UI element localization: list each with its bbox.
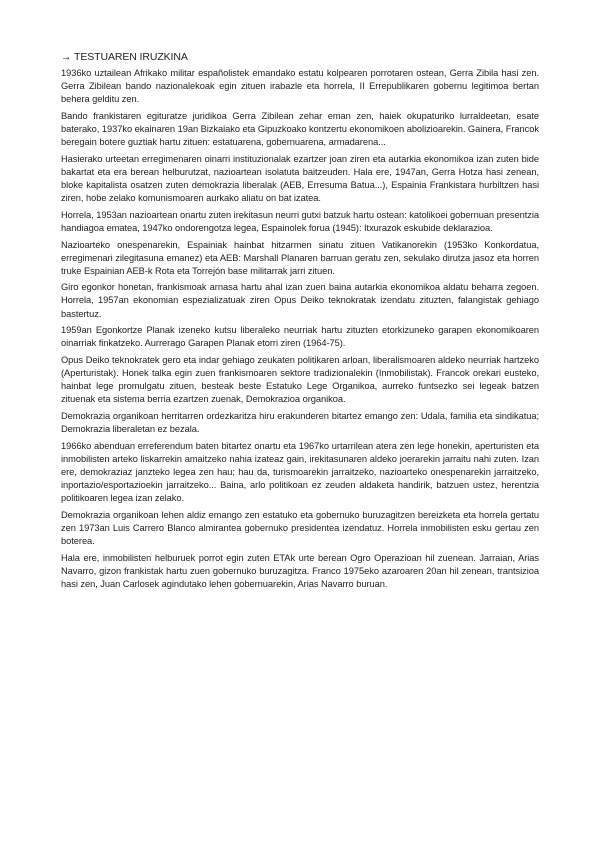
paragraph: 1936ko uztailean Afrikako militar españolistek emandako estatu kolpearen porrotaren ostean, Gerra Zibila hasi zen. Gerra Zibilean bando nazionalekoak egin zituen irabazle eta horrela, II Errepublikaren gobernu legitimoa bertan behera gelditu zen. [61, 68, 539, 105]
paragraph: 1966ko abenduan erreferendum baten bitartez onartu eta 1967ko urtarrilean atera zen lege honekin, aperturisten eta inmobilisten arteko liskarrekin amaitzeko nahia izateaz gain, irekitasunaren aldeko joerarekin jarraitu nahi zuten. Izan ere, demokraziaz janzteko legea zen hau; hau da, turismoarekin jarraitzeko, nazioarteko onespenarekin jarraitzeko, inportazio/esportazioekin jarraitzeko... Baina, arlo politikoan ez zeuden aldaketa handirik, batzuen ustez, herentzia politikoaren legea izan zelako. [61, 440, 539, 504]
paragraph: 1959an Egonkortze Planak izeneko kutsu liberaleko neurriak hartu zituzten etorkizuneko garapen ekonomikoaren oinarriak finkatzeko. Aurrerago Garapen Planak etorri ziren (1964-75). [61, 325, 539, 349]
document-title: → TESTUAREN IRUZKINA [61, 51, 188, 63]
paragraph: Opus Deiko teknokratek gero eta indar gehiago zeukaten politikaren arloan, liberalismoaren aldeko neurriak hartzeko (Aperturistak). Honek talka egin zuen frankismoaren sektore tradizionalekin (Inmobilistak). Francok orekari eusteko, hainbat lege promulgatu zituen, besteak beste Estatuko Lege Organikoa, aurreko funtsezko sei legeak batzen zituenak eta sistema berria ezartzen zuenak, Demokrazioa organikoa. [61, 355, 539, 405]
paragraph: Demokrazia organikoan lehen aldiz emango zen estatuko eta gobernuko buruzagitzen bereizketa eta horrela gertatu zen 1973an Luis Carrero Blanco almirantea gobernuko presidentea izendatuz. Horrela inmobilisten esku gertau zen boterea. [61, 509, 539, 547]
paragraph: Nazioarteko onespenarekin, Espainiak hainbat hitzarmen sinatu zituen Vatikanorekin (1953ko Konkordatua, erregimenari zilegitasuna emanez) eta AEB: Marshall Planaren barruan geratu zen, sekulako dirutza jasoz eta horren truke Espainian AEB-k Rota eta Torrejón base militarrak jarri zituen. [61, 239, 539, 276]
paragraph: Giro egonkor honetan, frankismoak arnasa hartu ahal izan zuen baina autarkia ekonomikoa aldatu beharra zegoen. Horrela, 1957an ekonomian espezializatuak ziren Opus Deiko teknokratak izendatu zituzten, falangistak gehiago bastertuz. [61, 282, 539, 319]
document-page [61, 50, 539, 595]
paragraph: Hala ere, inmobilisten helburuek porrot egin zuten ETAk urte berean Ogro Operazioan hil zuenean. Jarraian, Arias Navarro, gizon frankistak hartu zuen gobernuko buruzagitza. Franco 1975eko azaroaren 20an hil zenean, trantsizioa hasi zen, Juan Carlosek agindutako lehen gobernuarekin, Arias Navarro buruan. [61, 552, 539, 589]
paragraph: Horrela, 1953an nazioartean onartu zuten irekitasun neurri gutxi batzuk hartu ostean: katolikoei gobernuan presentzia handiagoa ematea, 1947ko ondorengotza legea, Espainolek forua (1945): Itxurazok eskubide deklarazioa. [61, 209, 539, 233]
paragraph: Bando frankistaren egituratze juridikoa Gerra Zibilean zehar eman zen, haiek okupaturiko lurraldeetan, esate baterako, 1937ko ekainaren 19an Bizkaiako eta Gipuzkoako kontzertu ekonomikoen abolizioarekin. Gainera, Francok beregain botere guztiak hartu zituen: estatuarena, gobernuarena, armadarena... [61, 110, 539, 148]
paragraph: Demokrazia organikoan herritarren ordezkaritza hiru erakunderen bitartez emango zen: Udala, familia eta sindikatua; Demokrazia liberaletan ez bezala. [61, 411, 539, 435]
paragraph: Hasierako urteetan erregimenaren oinarri instituzionalak ezartzer joan ziren eta autarkia ekonomikoa izan zuten bide bakartat eta era berean helburutzat, nazioartean isolatuta baitzeuden. Hala ere, 1947an, Gerra Hotza hasi zenean, bloke kapitalista osatzen zuten demokrazia liberalak (AEB, Erresuma Batua...), Espainia Frankistara hurbiltzen hasi ziren, hobe zelako komunismoaren aurkako aliatu on bat izatea. [61, 153, 539, 204]
